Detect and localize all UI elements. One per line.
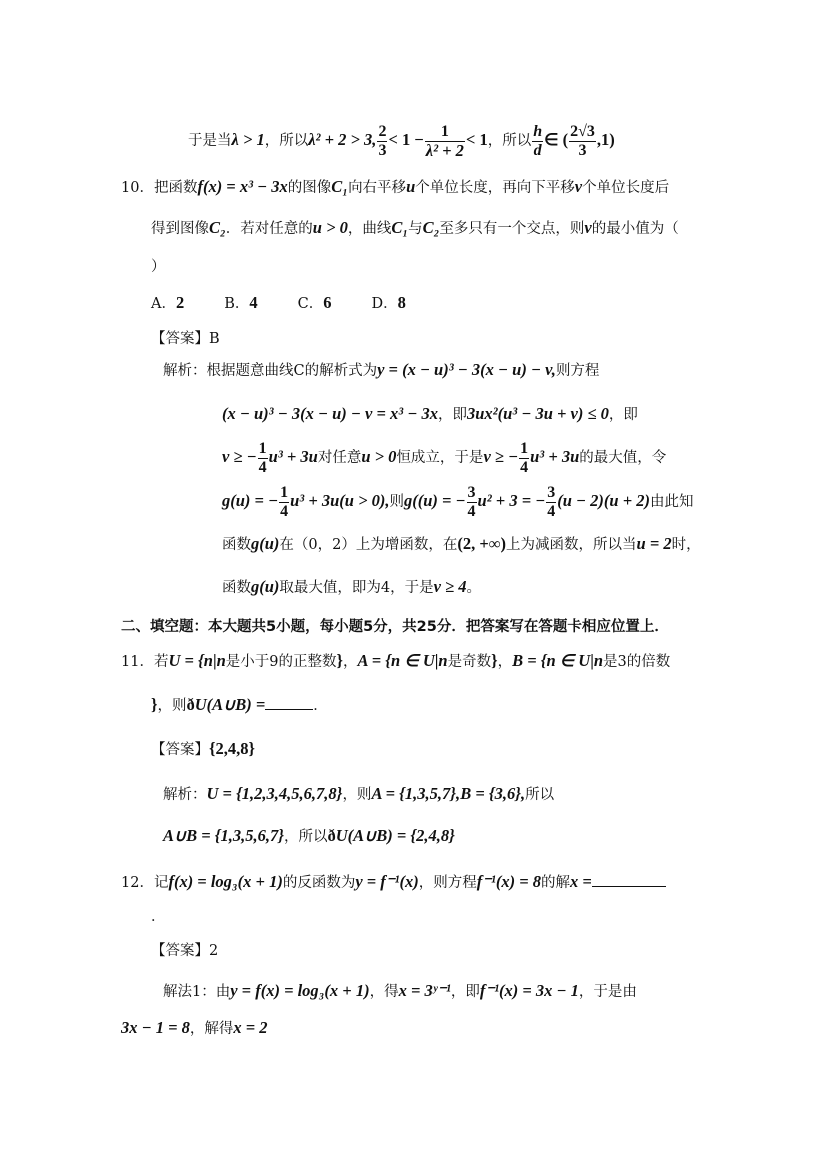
- math: f(x) = log₃(x + 1): [168, 872, 283, 891]
- den: 4: [258, 458, 267, 476]
- text: 的图像: [287, 180, 332, 196]
- math: λ² + 2 > 3,: [308, 130, 377, 149]
- math: 3x − 1 = 8: [121, 1018, 190, 1037]
- text: 时，: [671, 537, 701, 553]
- num: 3: [467, 483, 476, 501]
- option-d-value: 8: [397, 293, 406, 312]
- math: λ > 1: [231, 130, 265, 149]
- fraction: [519, 440, 529, 477]
- text: 是奇数: [447, 654, 492, 670]
- text: 至多只有一个交点，则: [439, 221, 585, 237]
- text: ，所以: [487, 133, 532, 149]
- text: 10．把函数: [121, 180, 198, 196]
- text: ，得: [369, 984, 399, 1000]
- text: ，于是由: [578, 984, 637, 1000]
- text: ．: [313, 698, 328, 714]
- sol12-line1: [163, 980, 637, 1003]
- text: ，则: [342, 787, 372, 803]
- den: λ² + 2: [425, 140, 464, 160]
- text: 【答案】B: [151, 331, 220, 347]
- sol10-line5: [222, 533, 701, 556]
- fraction: [425, 123, 465, 160]
- fraction: [258, 440, 268, 477]
- text: 的最大值，令: [579, 450, 667, 466]
- fraction: [467, 484, 477, 521]
- math: A = {1,3,5,7},: [371, 784, 461, 803]
- math: u² + 3 = −: [477, 491, 546, 510]
- math: v ≥ −: [222, 447, 257, 466]
- option-b-label: B．: [224, 296, 250, 312]
- answer-10: [151, 328, 220, 350]
- math: g((u) = −: [403, 491, 466, 510]
- math: C₂: [422, 218, 440, 237]
- text: 在（0，2）上为增函数，在: [279, 537, 458, 553]
- math: A = {n ∈ U: [357, 651, 435, 670]
- math: (x − u)³ − 3(x − u) − v = x³ − 3x: [222, 404, 438, 423]
- num: h: [533, 122, 543, 140]
- den: 3: [378, 141, 387, 159]
- text: 对任意: [317, 450, 362, 466]
- text: ，即: [450, 984, 480, 1000]
- math: (2, +∞): [457, 534, 507, 553]
- num: 2: [378, 122, 387, 140]
- math: x =: [570, 872, 592, 891]
- q10-options: [151, 292, 406, 315]
- math: v ≥ 4: [433, 577, 467, 596]
- num: 1: [258, 439, 267, 457]
- math: u > 0: [361, 447, 397, 466]
- text: 。: [466, 580, 482, 596]
- math: u > 0: [312, 218, 348, 237]
- den: 4: [520, 458, 529, 476]
- text: 解析：: [163, 787, 207, 803]
- math: ð: [186, 695, 195, 714]
- text: 则方程: [555, 363, 600, 379]
- math: C₁: [331, 177, 349, 196]
- text: 函数: [222, 580, 251, 596]
- math: g(u): [251, 577, 280, 596]
- text: ，曲线: [347, 221, 392, 237]
- sol10-line4: [222, 481, 693, 521]
- q11-line2: [151, 694, 328, 717]
- option-c-label: C．: [297, 296, 324, 312]
- text: 个单位长度后: [582, 180, 670, 196]
- math: U(A∪B) = {2,4,8}: [335, 826, 455, 845]
- math: u³ + 3u: [268, 447, 318, 466]
- text: ，: [343, 654, 358, 670]
- text: 得到图像: [151, 221, 209, 237]
- text: 11．若: [121, 654, 169, 670]
- math: U = {1,2,3,4,5,6,7,8}: [206, 784, 343, 803]
- option-c-value: 6: [323, 293, 332, 312]
- math: {2,4,8}: [209, 739, 256, 758]
- math: y = (x − u)³ − 3(x − u) − v,: [377, 360, 556, 379]
- math: x = 3ʸ⁻¹: [398, 981, 451, 1000]
- fraction: [532, 123, 543, 160]
- section-heading: [121, 616, 669, 638]
- den: 4: [467, 502, 476, 520]
- den: 4: [547, 502, 556, 520]
- answer-11: [151, 738, 255, 761]
- text: ，即: [608, 407, 638, 423]
- math: 3ux²(u³ − 3u + v) ≤ 0: [466, 404, 609, 423]
- q10-line1: [121, 176, 669, 199]
- math: x = 2: [233, 1018, 268, 1037]
- math: }: [336, 651, 344, 670]
- text: ，: [497, 654, 513, 670]
- math: u = 2: [636, 534, 672, 553]
- math: g(u): [251, 534, 280, 553]
- text: 向右平移: [348, 180, 407, 196]
- text: 【答案】: [151, 742, 209, 758]
- fraction: [546, 484, 556, 521]
- fraction: [279, 484, 289, 521]
- text: 解法1：由: [163, 984, 231, 1000]
- math: B = {3,6},: [460, 784, 526, 803]
- text: ，所以: [264, 133, 309, 149]
- text: 解析：根据题意曲线C的解析式为: [163, 363, 378, 379]
- option-d-label: D．: [371, 296, 398, 312]
- text: ．若对任意的: [225, 221, 313, 237]
- option-b-value: 4: [249, 293, 258, 312]
- line-lambda: [188, 118, 615, 162]
- math: g(u) = −: [222, 491, 279, 510]
- text: 个单位长度，再向下平移: [415, 180, 575, 196]
- math: ∈ (: [544, 130, 569, 149]
- sol10-line2: [222, 403, 638, 426]
- text: 的反函数为: [282, 875, 356, 891]
- math: }: [151, 695, 158, 714]
- text: 函数: [222, 537, 251, 553]
- sol12-line2: [121, 1017, 268, 1040]
- math: U(A∪B) =: [194, 695, 266, 714]
- sol10-line1: [163, 359, 599, 382]
- math: f⁻¹(x) = 8: [476, 872, 541, 891]
- math: f(x) = x³ − 3x: [197, 177, 288, 196]
- option-a-label: A．: [151, 296, 176, 312]
- text: 是小于9的正整数: [225, 654, 337, 670]
- text: ，即: [437, 407, 467, 423]
- fraction: [569, 123, 596, 160]
- text: ，则方程: [418, 875, 477, 891]
- text: 的最小值为（: [591, 221, 679, 237]
- num: 3: [547, 483, 556, 501]
- math: U = {n: [168, 651, 213, 670]
- text: 的解: [541, 875, 570, 891]
- num: 1: [280, 483, 289, 501]
- text: ，所以: [283, 829, 328, 845]
- text: 恒成立，于是: [396, 450, 484, 466]
- text: 与: [408, 221, 423, 237]
- text: ．: [151, 909, 166, 925]
- math: u³ + 3u(u > 0),: [290, 491, 390, 510]
- sol10-line3: [222, 437, 666, 477]
- math: y = f⁻¹(x): [355, 872, 419, 891]
- math: }: [491, 651, 498, 670]
- q12-line1: [121, 871, 666, 894]
- math: ð: [327, 826, 336, 845]
- text: 【答案】2: [151, 943, 219, 959]
- math: v: [574, 177, 583, 196]
- text: 上为减函数，所以当: [506, 537, 637, 553]
- num: 1: [520, 439, 529, 457]
- math: B = {n ∈ U: [512, 651, 591, 670]
- math: (u − 2)(u + 2): [557, 491, 650, 510]
- math: v ≥ −: [483, 447, 519, 466]
- text: ，解得: [189, 1021, 234, 1037]
- text: 于是当: [188, 133, 232, 149]
- num: 2√3: [570, 122, 595, 140]
- math: C₂: [209, 218, 226, 237]
- den: d: [533, 141, 542, 159]
- text: 12．记: [121, 875, 169, 891]
- num: 1: [425, 123, 465, 142]
- math: ,1): [596, 130, 615, 149]
- q10-line3: [151, 256, 166, 278]
- answer-blank: [592, 872, 666, 887]
- math: < 1 −: [388, 130, 424, 149]
- q12-line2: [151, 906, 166, 928]
- answer-blank: [265, 695, 313, 710]
- text: 取最大值，即为4，于是: [279, 580, 434, 596]
- fraction: [377, 123, 387, 160]
- math: u: [406, 177, 416, 196]
- sol10-line6: [222, 576, 481, 599]
- text: 二、填空题：本大题共5小题，每小题5分，共25分．把答案写在答题卡相应位置上．: [121, 619, 669, 635]
- den: 4: [280, 502, 289, 520]
- text: 则: [389, 494, 404, 510]
- q10-line2: [151, 217, 679, 240]
- sol11-line2: [163, 825, 455, 848]
- math: v: [584, 218, 592, 237]
- den: 3: [578, 141, 587, 159]
- text: 所以: [525, 787, 555, 803]
- math: y = f(x) = log₃(x + 1): [230, 981, 370, 1000]
- text: ，则: [157, 698, 187, 714]
- math: C₁: [391, 218, 409, 237]
- answer-12: [151, 940, 218, 962]
- math: < 1: [465, 130, 488, 149]
- q11-line1: 11．若U = {n|n是小于9的正整数}，A = {n ∈ U|n是奇数}，B = {n ∈ U|n是3的倍数: [121, 651, 671, 670]
- math: f⁻¹(x) = 3x − 1: [479, 981, 579, 1000]
- text: 由此知: [649, 494, 694, 510]
- math: u³ + 3u: [530, 447, 580, 466]
- text: ）: [151, 259, 166, 275]
- sol11-line1: [163, 783, 554, 806]
- text: 是3的倍数: [603, 654, 671, 670]
- math: A∪B = {1,3,5,6,7}: [163, 826, 284, 845]
- option-a-value: 2: [175, 293, 185, 312]
